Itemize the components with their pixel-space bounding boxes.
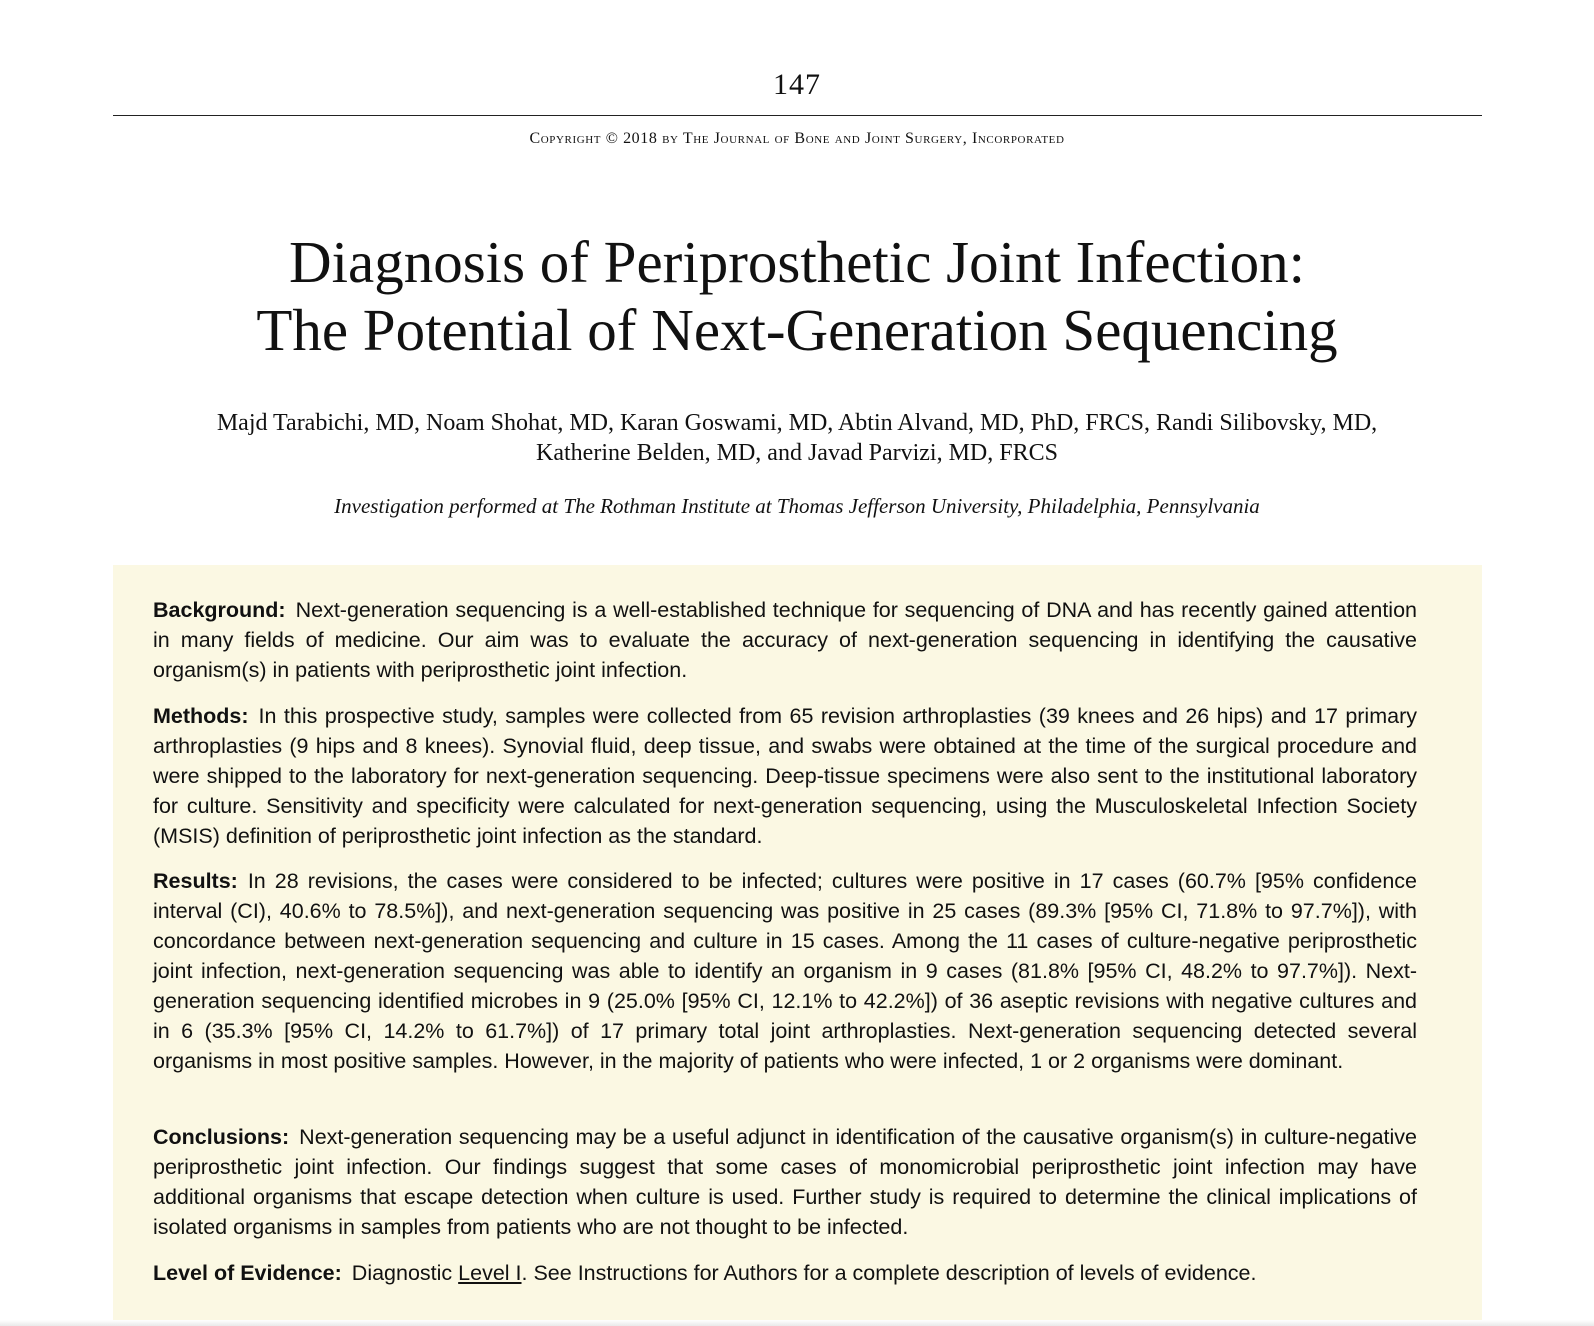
level-of-evidence-suffix: . See Instructions for Authors for a complete description of levels of evidence. <box>521 1261 1257 1285</box>
article-title-line-2: The Potential of Next-Generation Sequencing <box>256 297 1338 363</box>
results-text: In 28 revisions, the cases were considered to be infected; cultures were positive in 17 cases (60.7% [95% confidence interval (CI), 40.6% to 78.5%]), and next-generation sequencing was positive in 25 cases (89.3% [95% CI, 71.8% to 97.7%]), with concordance between next-generation sequencing and culture in 15 cases. Among the 11 cases of culture-negative periprosthetic joint infection, next-generation sequencing was able to identify an organism in 9 cases (81.8% [95% CI, 48.2% to 97.7%]). Next-generation sequencing identified microbes in 9 (25.0% [95% CI, 12.1% to 42.2%]) of 36 aseptic revisions with negative cultures and in 6 (35.3% [95% CI, 14.2% to 61.7%]) of 17 primary total joint arthroplasties. Next-generation sequencing detected several organisms in most positive samples. However, in the majority of patients who were infected, 1 or 2 organisms were dominant. <box>153 869 1417 1073</box>
level-of-evidence-prefix: Diagnostic <box>351 1261 459 1285</box>
abstract-results <box>153 866 1417 1076</box>
institution-note: Investigation performed at The Rothman Institute at Thomas Jefferson University, Philadelphia, Pennsylvania <box>334 494 1260 518</box>
level-of-evidence-link[interactable]: Level I <box>458 1261 522 1285</box>
page-number: 147 <box>773 68 821 101</box>
article-title-line-1: Diagnosis of Periprosthetic Joint Infection: <box>289 229 1305 295</box>
copyright-prefix: Copyright © 2018 by <box>529 130 683 147</box>
conclusions-text: Next-generation sequencing may be a useful adjunct in identification of the causative organism(s) in culture-negative periprosthetic joint infection. Our findings suggest that some cases of monomicrobial periprosthetic joint infection may have additional organisms that escape detection when culture is used. Further study is required to determine the clinical implications of isolated organisms in samples from patients who are not thought to be infected. <box>153 1125 1417 1239</box>
abstract-conclusions <box>153 1122 1417 1242</box>
copyright-line <box>0 130 1594 148</box>
page-bottom-edge <box>0 1320 1594 1326</box>
header-rule <box>113 115 1482 116</box>
methods-label: Methods: <box>153 704 249 728</box>
author-list <box>0 408 1594 468</box>
results-label: Results: <box>153 869 238 893</box>
copyright-journal: The Journal of Bone and Joint Surgery, Incorporated <box>682 130 1065 147</box>
author-list-line-2: Katherine Belden, MD, and Javad Parvizi, MD, FRCS <box>536 440 1058 466</box>
methods-text: In this prospective study, samples were collected from 65 revision arthroplasties (39 knees and 26 hips) and 17 primary arthroplasties (9 hips and 8 knees). Synovial fluid, deep tissue, and swabs were obtained at the time of the surgical procedure and were shipped to the laboratory for next-generation sequencing. Deep-tissue specimens were also sent to the institutional laboratory for culture. Sensitivity and specificity were calculated for next-generation sequencing, using the Musculoskeletal Infection Society (MSIS) definition of periprosthetic joint infection as the standard. <box>153 704 1417 848</box>
abstract-level-of-evidence <box>153 1258 1417 1288</box>
article-title <box>0 228 1594 364</box>
background-text: Next-generation sequencing is a well-established technique for sequencing of DNA and has recently gained attention in many fields of medicine. Our aim was to evaluate the accuracy of next-generation sequencing in identifying the causative organism(s) in patients with periprosthetic joint infection. <box>153 598 1417 682</box>
conclusions-label: Conclusions: <box>153 1125 290 1149</box>
abstract-methods <box>153 701 1417 851</box>
abstract-box <box>113 565 1482 1326</box>
abstract-background <box>153 595 1417 685</box>
level-of-evidence-label: Level of Evidence: <box>153 1261 342 1285</box>
author-list-line-1: Majd Tarabichi, MD, Noam Shohat, MD, Karan Goswami, MD, Abtin Alvand, MD, PhD, FRCS, Randi Silibovsky, MD, <box>216 410 1378 436</box>
background-label: Background: <box>153 598 286 622</box>
